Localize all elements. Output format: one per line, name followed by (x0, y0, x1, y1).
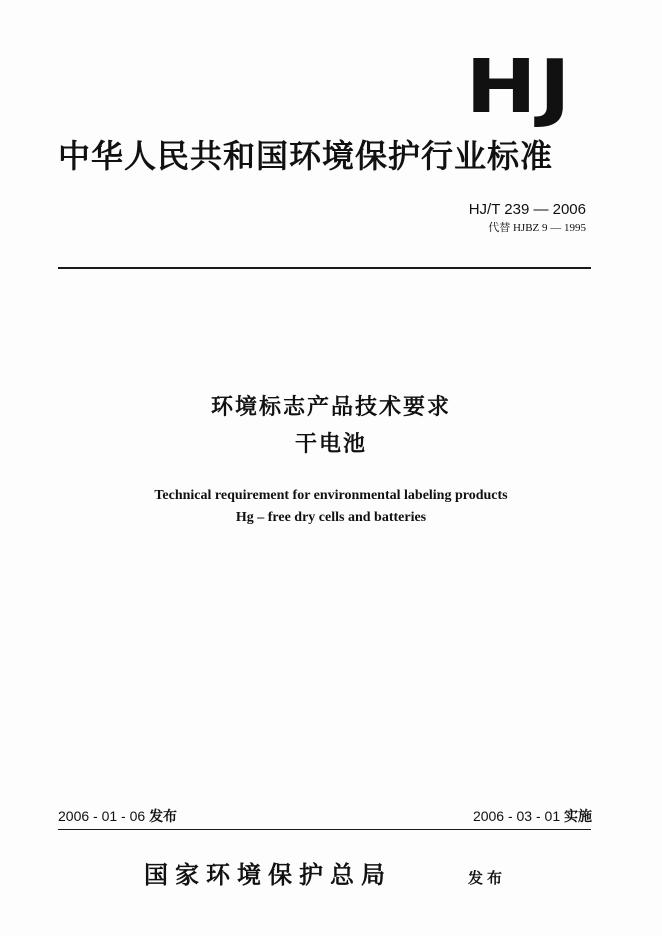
issue-date: 2006 - 01 - 06 (58, 808, 146, 824)
implementation-date: 2006 - 03 - 01 (472, 808, 561, 824)
bottom-divider (58, 829, 591, 830)
document-subtitle-en: Hg – free dry cells and batteries (235, 510, 427, 525)
hj-logo: HJ (465, 44, 573, 130)
document-subtitle-cn: 干电池 (294, 432, 367, 457)
document-title-cn: 环境标志产品技术要求 (210, 395, 451, 420)
replaces-standard: 代替 HJBZ 9 — 1995 (488, 222, 586, 234)
implementation-label: 实施 (564, 808, 592, 824)
publisher-name: 国家环境保护总局 (144, 860, 392, 889)
standard-number: HJ/T 239 — 2006 (468, 201, 586, 218)
top-divider (58, 267, 591, 269)
issue-date-line (58, 807, 177, 825)
document-title-en: Technical requirement for environmental labeling products (154, 488, 508, 503)
publish-label: 发布 (468, 869, 507, 887)
issue-label: 发布 (149, 808, 178, 824)
industry-standard-title: 中华人民共和国环境保护行业标准 (58, 137, 554, 175)
implementation-date-line (473, 807, 592, 825)
